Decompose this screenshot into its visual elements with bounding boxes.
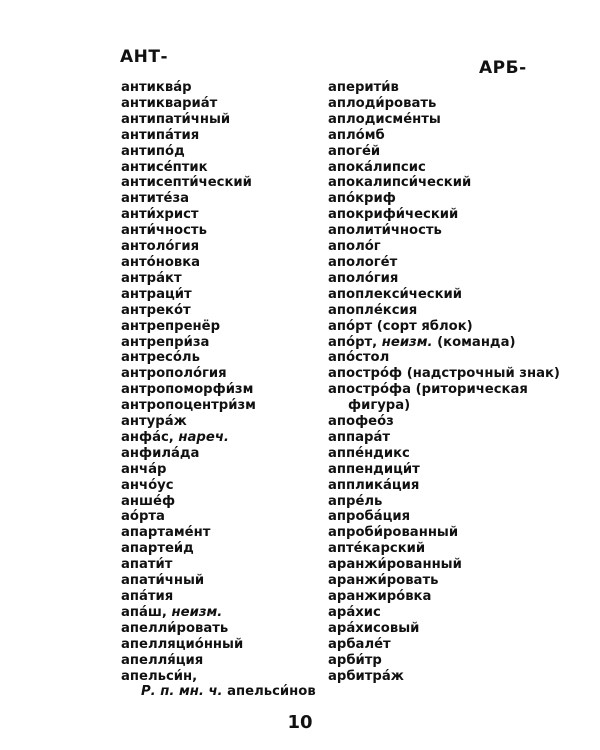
dictionary-entry: [328, 287, 558, 303]
grammar-note: нареч.: [178, 429, 229, 445]
headword: антропоцентри́зм: [121, 398, 256, 414]
dictionary-entry: [121, 398, 321, 414]
headword: апофео́з: [328, 414, 394, 430]
headword: ара́хис: [328, 604, 381, 620]
gloss: (сорт яблок): [376, 318, 473, 334]
dictionary-entry-continuation: [328, 398, 558, 414]
dictionary-entry: [121, 271, 321, 287]
headword: анча́р: [121, 461, 167, 477]
dictionary-entry: [121, 414, 321, 430]
dictionary-entry: [121, 96, 321, 112]
dictionary-entry: [121, 207, 321, 223]
dictionary-entry: [328, 144, 558, 160]
dictionary-entry: [328, 96, 558, 112]
dictionary-entry: [328, 128, 558, 144]
dictionary-entry: [121, 319, 321, 335]
dictionary-entry: [121, 541, 321, 557]
headword: антраци́т: [121, 286, 192, 302]
dictionary-entry: [328, 366, 558, 382]
headword: апати́т: [121, 557, 173, 573]
dictionary-entry: [121, 175, 321, 191]
headword: антресо́ль: [121, 350, 200, 366]
dictionary-entry: [328, 239, 558, 255]
headword: апати́чный: [121, 573, 205, 589]
headword: ао́рта: [121, 509, 165, 525]
dictionary-entry: [328, 255, 558, 271]
headword: антура́ж: [121, 414, 187, 430]
headword: апроба́ция: [328, 509, 411, 525]
headword: антиквариа́т: [121, 95, 218, 111]
dictionary-entry: [328, 223, 558, 239]
dictionary-entry: [121, 509, 321, 525]
headword: апло́мб: [328, 127, 385, 143]
headword: апологе́т: [328, 254, 398, 270]
dictionary-entry: [121, 525, 321, 541]
dictionary-entry: [121, 589, 321, 605]
headword: антиква́р: [121, 80, 192, 95]
headword: антите́за: [121, 191, 190, 207]
headword: апока́липсис: [328, 159, 426, 175]
headword: апо́рт,: [328, 334, 378, 350]
dictionary-entry: [121, 191, 321, 207]
headword: арбитра́ж: [328, 668, 404, 684]
headword: аранжи́рованный: [328, 557, 462, 573]
headword: анчо́ус: [121, 477, 174, 493]
dictionary-entry: [328, 605, 558, 621]
dictionary-entry: [121, 621, 321, 637]
dictionary-entry: [328, 653, 558, 669]
dictionary-entry: [328, 509, 558, 525]
dictionary-entry: [121, 573, 321, 589]
dictionary-entry: [121, 462, 321, 478]
headword: аплоди́ровать: [328, 95, 437, 111]
dictionary-entry: [121, 653, 321, 669]
headword: аппара́т: [328, 429, 391, 445]
dictionary-entry: [328, 478, 558, 494]
headword: апроби́рованный: [328, 525, 459, 541]
dictionary-entry: [121, 112, 321, 128]
dictionary-entry: [328, 541, 558, 557]
gloss: (команда): [437, 334, 516, 350]
dictionary-entry: [121, 303, 321, 319]
dictionary-entry: [121, 255, 321, 271]
left-column: [121, 80, 321, 700]
dictionary-entry: [121, 557, 321, 573]
dictionary-entry: [121, 223, 321, 239]
gloss: (надстрочный знак): [406, 366, 560, 382]
headword: аполити́чность: [328, 223, 442, 239]
headword: апа́тия: [121, 589, 174, 604]
headword: аплодисме́нты: [328, 111, 441, 127]
running-head-right: АРБ-: [479, 58, 527, 78]
headword: анто́новка: [121, 254, 201, 270]
headword: антипати́чный: [121, 111, 231, 127]
dictionary-entry: [328, 382, 558, 398]
grammar-note: Р. п. мн. ч.: [141, 684, 223, 700]
headword: апостро́фа: [328, 382, 412, 398]
dictionary-entry: [328, 573, 558, 589]
dictionary-entry: [121, 335, 321, 351]
dictionary-entry: [328, 350, 558, 366]
dictionary-entry: [328, 621, 558, 637]
dictionary-entry: [121, 350, 321, 366]
headword: апелляцио́нный: [121, 636, 244, 652]
dictionary-entry: [121, 478, 321, 494]
headword: антрополо́гия: [121, 366, 227, 382]
dictionary-entry: [121, 144, 321, 160]
dictionary-entry: [328, 557, 558, 573]
dictionary-entry: [121, 637, 321, 653]
headword: антропоморфи́зм: [121, 382, 254, 398]
dictionary-entry: [121, 430, 321, 446]
headword: апелли́ровать: [121, 620, 229, 636]
headword: апо́криф: [328, 191, 396, 207]
headword: антрепри́за: [121, 334, 210, 350]
dictionary-entry-continuation: [121, 684, 321, 700]
headword: апоплекси́ческий: [328, 286, 463, 302]
headword: апартеи́д: [121, 541, 194, 557]
dictionary-entry: [121, 382, 321, 398]
dictionary-entry: [328, 335, 558, 351]
headword: антисепти́ческий: [121, 175, 252, 191]
running-head-left: АНТ-: [120, 47, 169, 67]
headword: аперити́в: [328, 80, 399, 95]
headword: анти́чность: [121, 223, 207, 239]
dictionary-entry: [121, 366, 321, 382]
dictionary-entry: [328, 191, 558, 207]
dictionary-entry: [328, 669, 558, 685]
headword: апо́стол: [328, 350, 390, 366]
dictionary-entry: [121, 287, 321, 303]
dictionary-entry: [328, 303, 558, 319]
headword: апа́ш,: [121, 604, 167, 620]
headword: апокрифи́ческий: [328, 207, 459, 223]
dictionary-entry: [328, 525, 558, 541]
dictionary-entry: [328, 462, 558, 478]
headword: анше́ф: [121, 493, 176, 509]
headword: анти́христ: [121, 207, 199, 223]
headword: ара́хисовый: [328, 620, 420, 636]
headword: апплика́ция: [328, 477, 420, 493]
headword: аранжи́ровать: [328, 573, 439, 589]
dictionary-entry: [328, 430, 558, 446]
headword: апостро́ф: [328, 366, 403, 382]
headword: антисе́птик: [121, 159, 208, 175]
gloss: (риторическая: [415, 382, 528, 398]
headword: арбале́т: [328, 636, 391, 652]
headword: апельси́н,: [121, 668, 198, 684]
dictionary-entry: [121, 128, 321, 144]
headword: апельси́нов: [227, 684, 316, 700]
headword: апо́рт: [328, 318, 373, 334]
headword: анфила́да: [121, 445, 200, 461]
dictionary-entry: [328, 80, 558, 96]
dictionary-entry: [328, 160, 558, 176]
dictionary-entry: [328, 637, 558, 653]
headword: апартаме́нт: [121, 525, 211, 541]
dictionary-entry: [121, 80, 321, 96]
right-column: [328, 80, 558, 684]
dictionary-entry: [121, 669, 321, 685]
dictionary-entry: [121, 446, 321, 462]
dictionary-entry: [328, 319, 558, 335]
headword: аполо́гия: [328, 270, 399, 286]
headword: апте́карский: [328, 541, 426, 557]
headword: апоге́й: [328, 143, 381, 159]
headword: апокалипси́ческий: [328, 175, 472, 191]
dictionary-entry: [328, 271, 558, 287]
headword: антрепренёр: [121, 318, 221, 334]
headword: антреко́т: [121, 302, 191, 318]
gloss: фигура): [348, 398, 411, 414]
headword: анфа́с,: [121, 429, 174, 445]
dictionary-entry: [121, 160, 321, 176]
headword: аппендици́т: [328, 461, 420, 477]
dictionary-entry: [121, 239, 321, 255]
dictionary-entry: [328, 175, 558, 191]
dictionary-entry: [328, 112, 558, 128]
headword: аппе́ндикс: [328, 445, 410, 461]
dictionary-entry: [328, 589, 558, 605]
grammar-note: неизм.: [171, 604, 223, 620]
dictionary-entry: [328, 494, 558, 510]
grammar-note: неизм.: [381, 334, 433, 350]
headword: апре́ль: [328, 493, 383, 509]
headword: антра́кт: [121, 270, 182, 286]
headword: апопле́ксия: [328, 302, 418, 318]
dictionary-entry: [121, 605, 321, 621]
dictionary-entry: [328, 207, 558, 223]
headword: антоло́гия: [121, 239, 200, 255]
dictionary-entry: [328, 446, 558, 462]
headword: апелля́ция: [121, 652, 204, 668]
headword: аполо́г: [328, 239, 381, 255]
page-number: 10: [287, 712, 313, 733]
headword: аранжиро́вка: [328, 589, 432, 604]
headword: антипа́тия: [121, 127, 200, 143]
headword: антипо́д: [121, 143, 185, 159]
dictionary-entry: [328, 414, 558, 430]
headword: арби́тр: [328, 652, 382, 668]
dictionary-entry: [121, 494, 321, 510]
